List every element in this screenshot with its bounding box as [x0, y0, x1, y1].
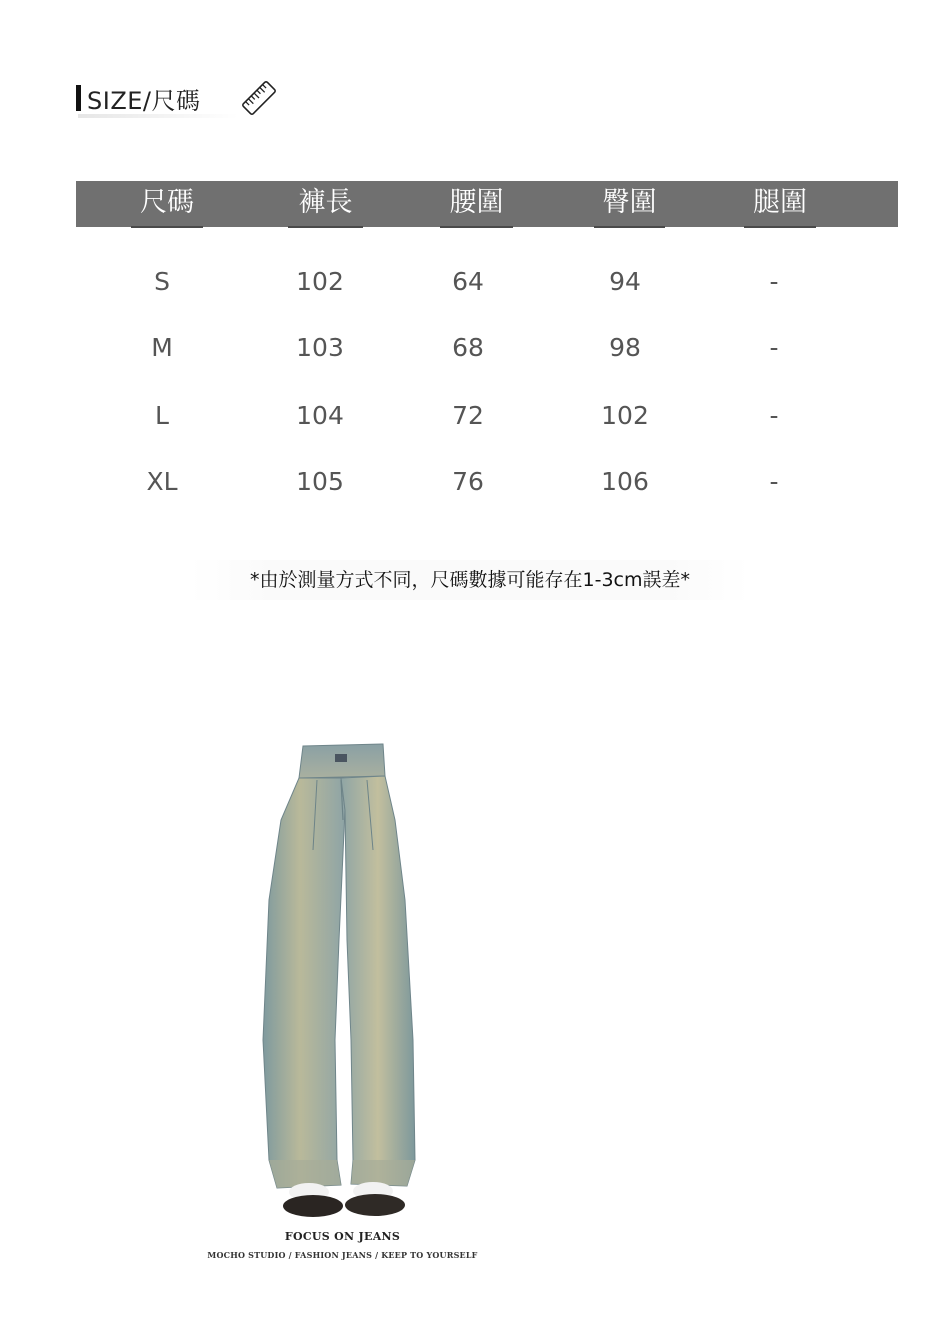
size-heading — [76, 78, 279, 118]
header-size: 尺碼 — [131, 181, 203, 227]
cell-hip: 102 — [601, 401, 649, 430]
cell-hip: 94 — [609, 267, 641, 296]
table-row — [76, 462, 898, 502]
measurement-note: *由於測量方式不同，尺碼數據可能存在1-3cm誤差* — [190, 560, 750, 600]
jeans-product-image — [255, 740, 425, 1220]
cell-thigh: - — [769, 467, 779, 496]
cell-length: 103 — [296, 333, 344, 362]
cell-waist: 64 — [452, 267, 484, 296]
heading-underline — [78, 114, 238, 118]
cell-size: M — [151, 333, 173, 362]
caption-main: FOCUS ON JEANS — [284, 1230, 401, 1243]
page-title: SIZE/尺碼 — [87, 86, 201, 115]
cell-size: XL — [146, 467, 178, 496]
cell-length: 102 — [296, 267, 344, 296]
cell-waist: 72 — [452, 401, 484, 430]
caption-sub: MOCHO STUDIO / FASHION JEANS / KEEP TO YOURSELF — [207, 1250, 478, 1260]
cell-thigh: - — [769, 333, 779, 362]
table-row — [76, 262, 898, 302]
heading-accent-bar — [76, 85, 81, 111]
cell-size: S — [154, 267, 170, 296]
cell-length: 104 — [296, 401, 344, 430]
header-length: 褲長 — [288, 181, 363, 227]
cell-hip: 98 — [609, 333, 641, 362]
size-table-header — [76, 181, 898, 227]
cell-thigh: - — [769, 401, 779, 430]
header-waist: 腰圍 — [440, 181, 513, 227]
header-hip: 臀圍 — [594, 181, 665, 227]
ruler-icon — [239, 78, 279, 118]
table-row — [76, 328, 898, 368]
cell-size: L — [155, 401, 169, 430]
cell-thigh: - — [769, 267, 779, 296]
table-row — [76, 396, 898, 436]
cell-waist: 68 — [452, 333, 484, 362]
cell-hip: 106 — [601, 467, 649, 496]
cell-length: 105 — [296, 467, 344, 496]
cell-waist: 76 — [452, 467, 484, 496]
header-thigh: 腿圍 — [744, 181, 816, 227]
